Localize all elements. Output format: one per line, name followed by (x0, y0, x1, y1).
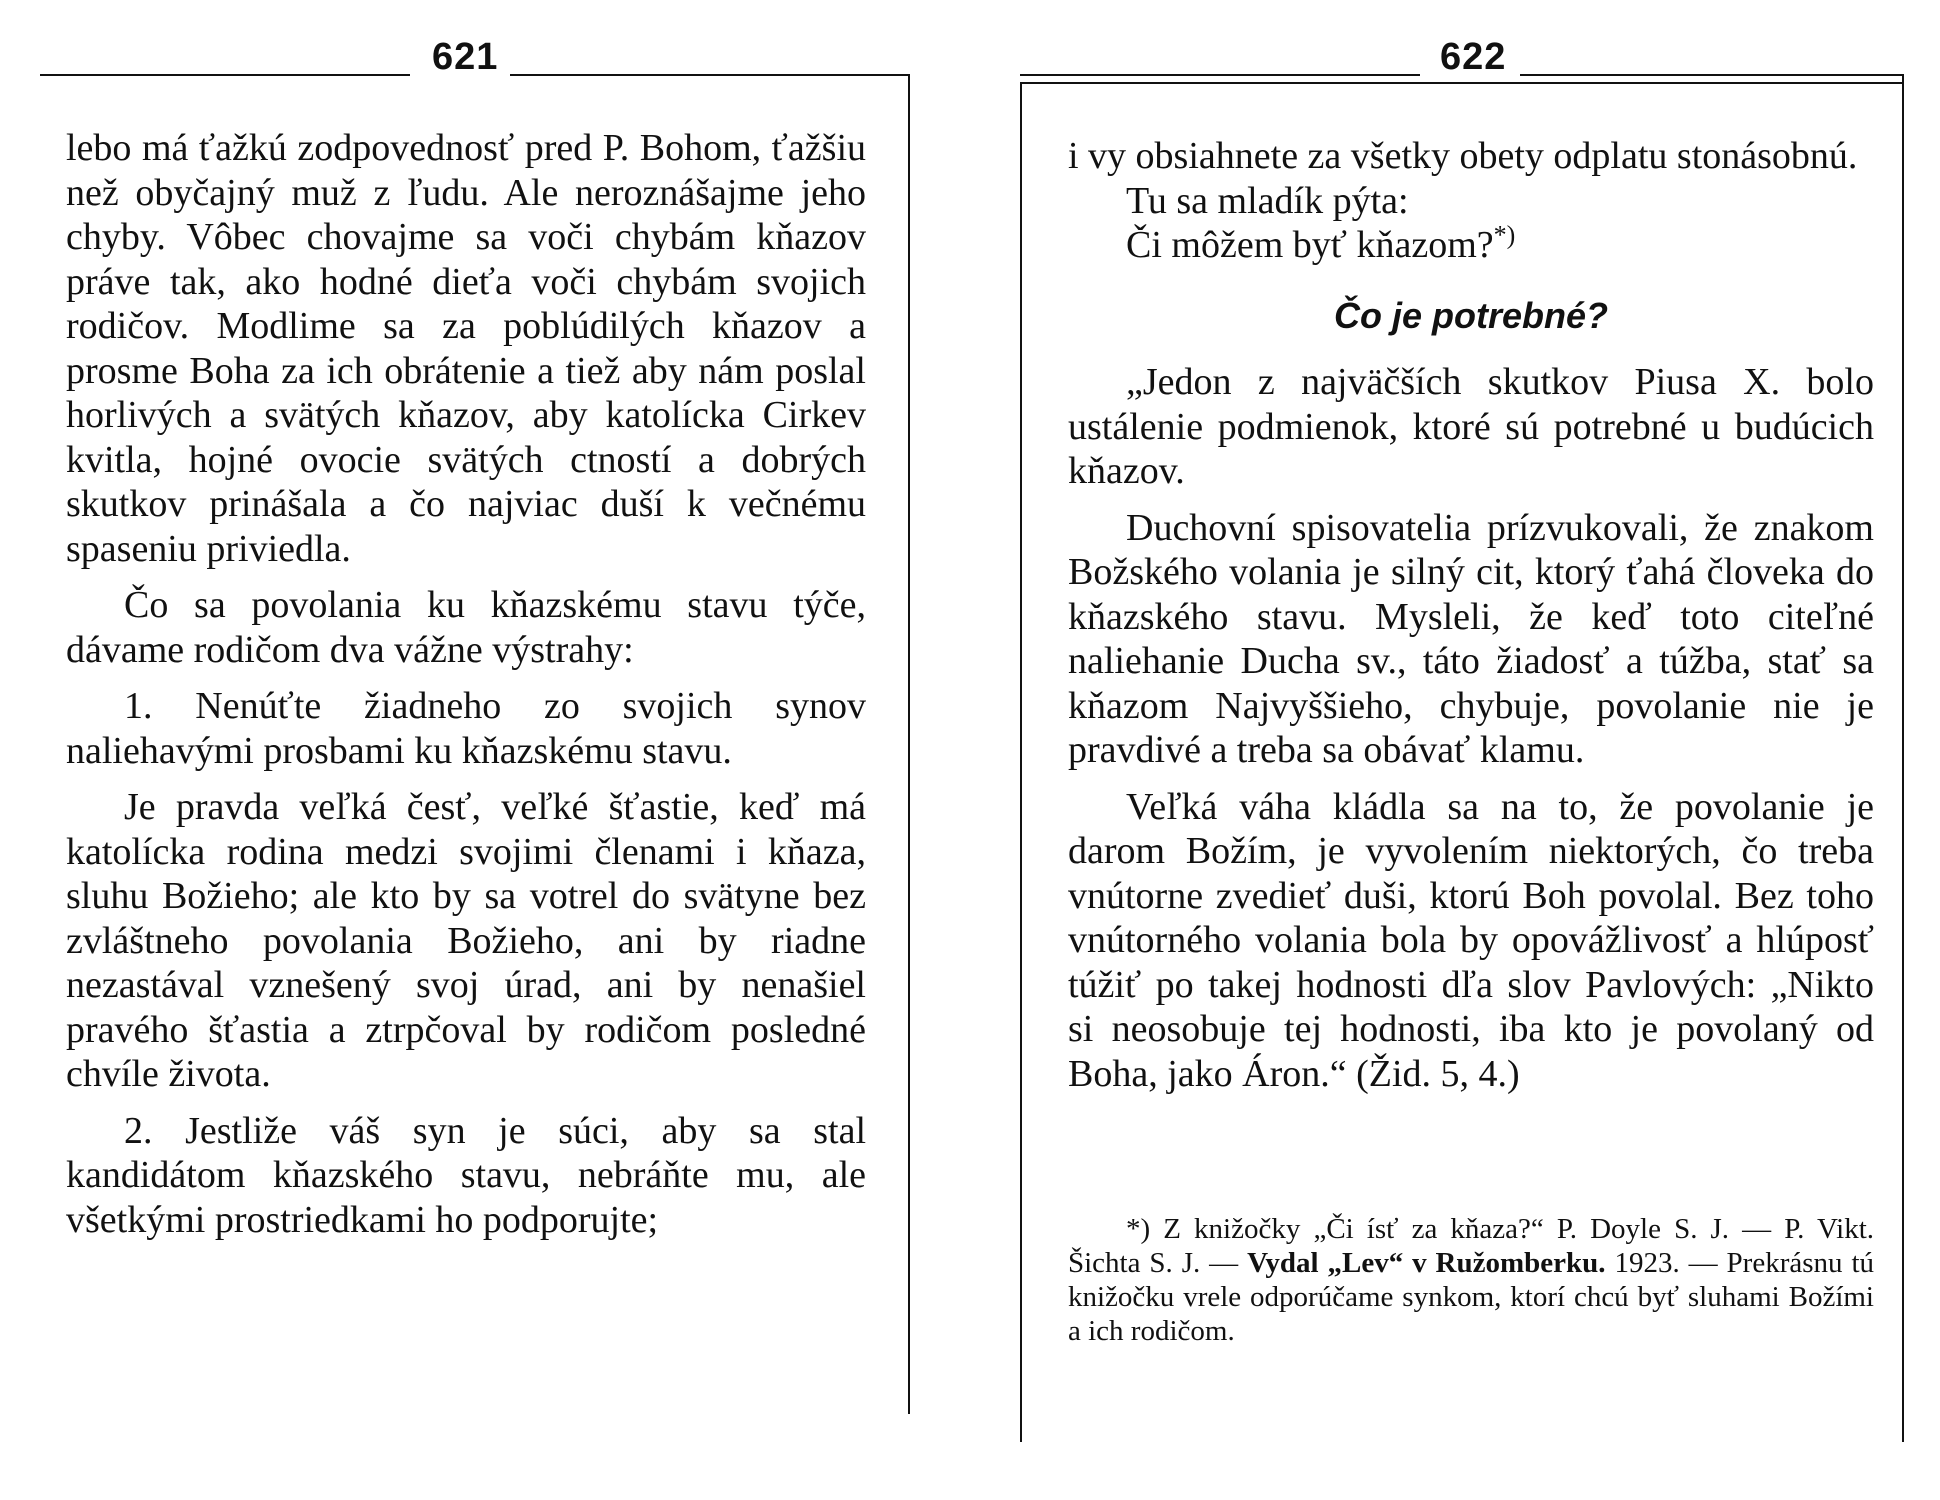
left-page (40, 0, 920, 1440)
right-page (1020, 0, 1910, 1440)
paragraph: Je pravda veľká česť, veľké šťastie, keď má katolícka rodina medzi svojimi členami i kňaza, sluhu Božieho; ale kto by sa votrel do svätyne bez zvláštneho povolania Božieho, ani by riadne nezastával vznešený svoj úrad, ani by nenašiel pravého šťastia a ztrpčoval by rodičom posledné chvíle života. (66, 786, 866, 1095)
paragraph: „Jedon z najväčších skutkov Piusa X. bolo ustálenie podmienok, ktoré sú potrebné u budúcich kňazov. (1068, 361, 1874, 492)
header-rule-left (40, 74, 410, 76)
footnote-marker: *) (1493, 220, 1516, 250)
page-frame-right (908, 74, 910, 1414)
page-frame-left (1020, 82, 1022, 1442)
header-rule-left (1020, 74, 1420, 76)
right-page-text (1068, 134, 1874, 1096)
paragraph: lebo má ťažkú zodpovednosť pred P. Bohom, ťažšiu než obyčajný muž z ľudu. Ale neroznášajme jeho chyby. Vôbec chovajme sa voči chybám kňazov práve tak, ako hodné dieťa voči chybám svojich rodičov. Modlime sa za poblúdilých kňazov a prosme Boha za ich obrátenie a tiež aby nám poslal horlivých a svätých kňazov, aby katolícka Cirkev kvitla, hojné ovocie svätých ctností a dobrých skutkov prinášala a čo najviac duší k večnému spaseniu priviedla. (66, 127, 866, 570)
header-rule-right (510, 74, 910, 76)
paragraph: Duchovní spisovatelia prízvukovali, že znakom Božského volania je silný cit, ktorý ťahá človeka do kňazského stavu. Mysleli, že keď toto citeľné naliehanie Ducha sv., táto žiadosť a túžba, stať sa kňazom Najvyššieho, chybuje, povolanie nie je pravdivé a treba sa obávať klamu. (1068, 506, 1874, 771)
page-number: 622 (1440, 36, 1507, 78)
footnote (1068, 1212, 1874, 1348)
footnote-recommendation: 1923. — Prekrásnu tú knižočku vrele odporúčame synkom, ktorí chcú byť sluhami Božími a ich rodičom. (1068, 1247, 1874, 1347)
paragraph: Veľká váha kládla sa na to, že povolanie je darom Božím, je vyvolením niektorých, čo treba vnútorne zvedieť duši, ktorú Boh povolal. Bez toho vnútorného volania bola by opovážlivosť a hlúposť túžiť po takej hodnosti dľa slov Pavlových: „Nikto si neosobuje tej hodnosti, iba kto je povolaný od Boha, jako Áron.“ (Žid. 5, 4.) (1068, 785, 1874, 1095)
header-rule-right (1520, 74, 1904, 76)
page-frame-right (1902, 74, 1904, 1442)
page-frame-top (1020, 82, 1904, 84)
paragraph: 2. Jestliže váš syn je súci, aby sa stal kandidátom kňazského stavu, nebráňte mu, ale všetkými prostriedkami ho podporujte; (66, 1109, 866, 1241)
page-number: 621 (432, 36, 499, 78)
footnote-source: Z knižočky „Či ísť za kňaza?“ P. Doyle S. J. — P. Vikt. Šichta S. J. — (1068, 1213, 1875, 1279)
question-text: Či môžem byť kňazom? (1126, 224, 1494, 266)
dialog-line: Tu sa mladík pýta: (1126, 179, 1409, 222)
paragraph: 1. Nenúťte žiadneho zo svojich synov naliehavými prosbami ku kňazskému stavu. (66, 685, 866, 772)
section-heading: Čo je potrebné? (1333, 294, 1608, 336)
paragraph: Čo sa povolania ku kňazskému stavu týče, dávame rodičom dva vážne výstrahy: (66, 584, 866, 671)
footnote-marker: *) (1126, 1213, 1151, 1245)
left-page-text (66, 126, 866, 1242)
paragraph: i vy obsiahnete za všetky obety odplatu stonásobnú. (1068, 135, 1858, 177)
dialog-line (1068, 220, 1874, 268)
footnote-publisher: Vydal „Lev“ v Ružomberku. (1247, 1247, 1606, 1279)
